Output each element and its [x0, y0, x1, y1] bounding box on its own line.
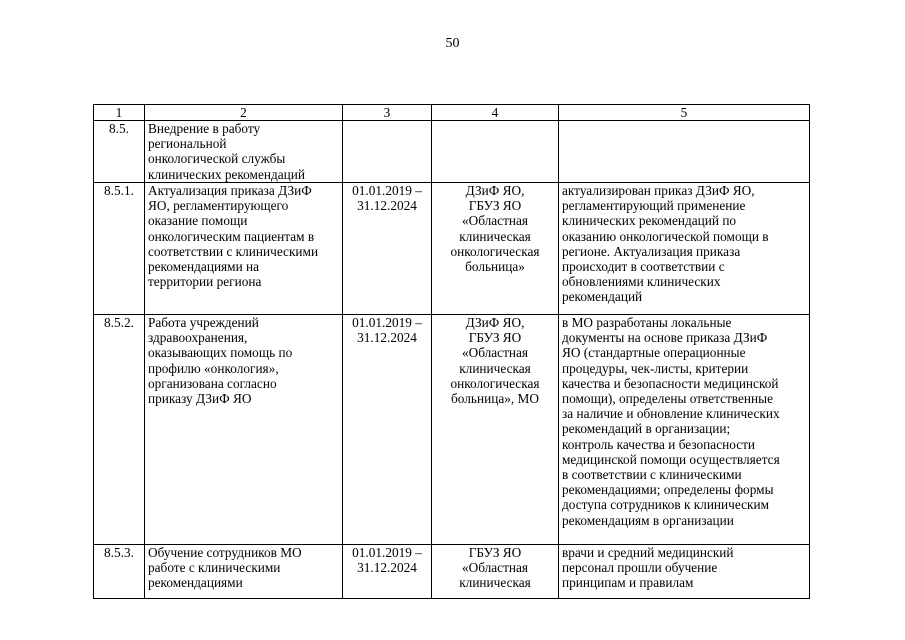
- cell-text-line: ЯО (стандартные операционные: [562, 345, 746, 361]
- period-cell: [343, 545, 432, 599]
- cell-text-line: оказание помощи: [148, 213, 248, 229]
- table-row: [94, 121, 810, 183]
- cell-text-line: онкологическая: [450, 243, 540, 259]
- task-cell: [145, 121, 343, 183]
- cell-text-line: документы на основе приказа ДЗиФ: [562, 330, 768, 346]
- cell-text-line: персонал прошли обучение: [562, 560, 718, 576]
- cell-text-line: соответствии с клиническими: [148, 243, 319, 259]
- cell-text-line: онкологическая: [450, 375, 540, 391]
- cell-text-line: приказу ДЗиФ ЯО: [148, 391, 252, 407]
- cell-text-line: актуализирован приказ ДЗиФ ЯО,: [562, 183, 755, 198]
- cell-text-line: онкологической службы: [148, 151, 286, 167]
- cell-text-line: ГБУЗ ЯО: [468, 545, 522, 560]
- header-cell-5: 5: [559, 105, 810, 121]
- cell-text-line: оказывающих помощь по: [148, 345, 293, 361]
- cell-text-line: клиническая: [459, 228, 531, 244]
- header-cell-3: 3: [343, 105, 432, 121]
- cell-text-line: принципам и правилам: [562, 575, 694, 591]
- cell-text-line: рекомендациями на: [148, 259, 260, 275]
- header-cell-4: 4: [432, 105, 559, 121]
- period-cell: [343, 121, 432, 183]
- table-row: [94, 545, 810, 599]
- cell-text-line: клиническая: [459, 360, 531, 376]
- cell-text-line: помощи), определены ответственные: [562, 391, 773, 407]
- cell-text-line: организована согласно: [148, 375, 277, 391]
- cell-text-line: 01.01.2019 –: [352, 545, 422, 560]
- cell-text-line: процедуры, чек-листы, критерии: [562, 360, 749, 376]
- cell-text-line: Работа учреждений: [148, 315, 259, 330]
- cell-text-line: ГБУЗ ЯО: [468, 330, 522, 346]
- cell-text-line: 01.01.2019 –: [352, 183, 422, 198]
- cell-text-line: рекомендациями; определены формы: [562, 482, 774, 498]
- cell-text-line: региональной: [148, 136, 227, 152]
- cell-text-line: Внедрение в работу: [148, 121, 261, 136]
- task-cell: [145, 183, 343, 315]
- executor-cell: [432, 545, 559, 599]
- cell-text-line: клинических рекомендаций по: [562, 213, 737, 229]
- cell-text-line: клинических рекомендаций: [148, 166, 305, 182]
- cell-text-line: ГБУЗ ЯО: [468, 198, 522, 214]
- cell-text-line: Актуализация приказа ДЗиФ: [148, 183, 312, 198]
- cell-text-line: клиническая: [459, 575, 531, 591]
- cell-text-line: больница», МО: [451, 391, 539, 407]
- header-cell-2: 2: [145, 105, 343, 121]
- cell-text-line: медицинской помощи осуществляется: [562, 451, 780, 467]
- cell-text-line: регламентирующий применение: [562, 198, 746, 214]
- task-cell: [145, 315, 343, 545]
- executor-cell: [432, 315, 559, 545]
- row-number: 8.5.2.: [94, 315, 145, 545]
- cell-text-line: 01.01.2019 –: [352, 315, 422, 330]
- cell-text-line: доступа сотрудников к клиническим: [562, 497, 769, 513]
- row-number: 8.5.3.: [94, 545, 145, 599]
- cell-text-line: регионе. Актуализация приказа: [562, 243, 741, 259]
- table-row: [94, 315, 810, 545]
- result-cell: [559, 183, 810, 315]
- cell-text-line: 31.12.2024: [357, 198, 417, 214]
- cell-text-line: «Областная: [461, 560, 529, 576]
- result-cell: [559, 545, 810, 599]
- cell-text-line: 31.12.2024: [357, 330, 417, 346]
- cell-text-line: «Областная: [461, 345, 529, 361]
- cell-text-line: в МО разработаны локальные: [562, 315, 732, 330]
- cell-text-line: ДЗиФ ЯО,: [465, 183, 525, 198]
- page-number: 50: [445, 36, 460, 51]
- cell-text-line: контроль качества и безопасности: [562, 436, 756, 452]
- cell-text-line: оказанию онкологической помощи в: [562, 228, 769, 244]
- cell-text-line: онкологическим пациентам в: [148, 228, 315, 244]
- result-cell: [559, 121, 810, 183]
- cell-text-line: ДЗиФ ЯО,: [465, 315, 525, 330]
- cell-text-line: ЯО, регламентирующего: [148, 198, 289, 214]
- task-cell: [145, 545, 343, 599]
- cell-text-line: больница»: [465, 259, 525, 275]
- cell-text-line: «Областная: [461, 213, 529, 229]
- header-row: [94, 105, 810, 121]
- cell-text-line: рекомендациями: [148, 575, 243, 591]
- executor-cell: [432, 121, 559, 183]
- cell-text-line: профилю «онкология»,: [148, 360, 279, 376]
- cell-text-line: 31.12.2024: [357, 560, 417, 576]
- cell-text-line: качества и безопасности медицинской: [562, 375, 779, 391]
- header-cell-1: 1: [94, 105, 145, 121]
- cell-text-line: рекомендаций в организации;: [562, 421, 731, 437]
- cell-text-line: за наличие и обновление клинических: [562, 406, 780, 422]
- cell-text-line: врачи и средний медицинский: [562, 545, 734, 560]
- row-number: 8.5.1.: [94, 183, 145, 315]
- period-cell: [343, 183, 432, 315]
- cell-text-line: работе с клиническими: [148, 560, 281, 576]
- period-cell: [343, 315, 432, 545]
- cell-text-line: Обучение сотрудников МО: [148, 545, 302, 560]
- cell-text-line: рекомендациям в организации: [562, 512, 734, 528]
- row-number: 8.5.: [94, 121, 145, 183]
- cell-text-line: рекомендаций: [562, 289, 643, 305]
- result-cell: [559, 315, 810, 545]
- executor-cell: [432, 183, 559, 315]
- cell-text-line: обновлениями клинических: [562, 274, 721, 290]
- cell-text-line: происходит в соответствии с: [562, 259, 725, 275]
- cell-text-line: территории региона: [148, 274, 262, 290]
- cell-text-line: в соответствии с клиническими: [562, 467, 742, 483]
- cell-text-line: здравоохранения,: [148, 330, 248, 346]
- plan-table: [93, 104, 810, 599]
- table-row: [94, 183, 810, 315]
